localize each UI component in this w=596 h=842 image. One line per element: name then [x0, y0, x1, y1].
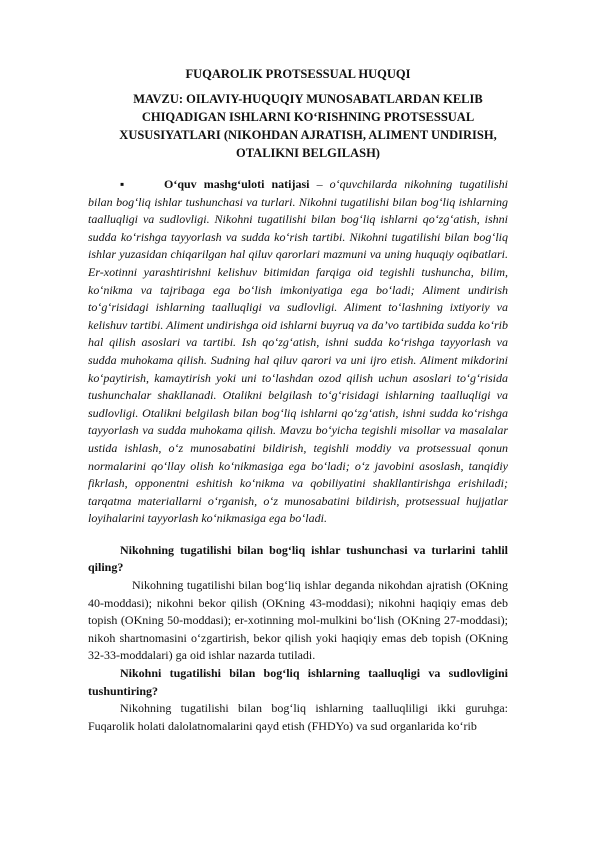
section-heading-2: Nikohni tugatilishi bilan bog‘liq ishlarning taalluqligi va sudlovligini tushuntiring? — [88, 666, 508, 698]
topic-heading: MAVZU: OILAVIY-HUQUQIY MUNOSABATLARDAN KELIB CHIQADIGAN ISHLARNI KO‘RISHNING PROTSESSUAL XUSUSIYATLARI (NIKOHDAN AJRATISH, ALIMENT UNDIRISH, OTALIKNI BELGILASH) — [119, 92, 497, 160]
section-heading-1: Nikohning tugatilishi bilan bog‘liq ishlar tushunchasi va turlarini tahlil qiling? — [88, 542, 508, 575]
spacer — [88, 528, 508, 542]
document-body — [88, 176, 508, 735]
objectives-text: – o‘quvchilarda nikohning tugatilishi bilan bog‘liq ishlar tushunchasi va turlari. Nikohni tugatilishi bilan bog‘liq ishlarning taalluqligi va sudlovligi. Nikohni tugatilishi bilan bog‘liq ishlarni qo‘zg‘atish, ishni sudda ko‘rishga tayyorlash va sudda ko‘rish tartibi. Nikohni tugatilishi bilan bog‘liq ishlar yuzasidan chiqarilgan hal qiluv qarorlari mazmuni va uning huquqiy oqibatlari. Er-xotinni yarashtirishni kelishuv bitimidan farqiga oid tegishli tushuncha, bilim, ko‘nikma va tajribaga ega bo‘lish imkoniyatiga ega bo‘ladi; Aliment undirish to‘g‘risidagi ishlarning taalluqligi va sudlovligi. Aliment to‘lashning ixtiyoriy va kelishuv tartibi. Aliment undirishga oid ishlarni buyruq va da’vo tartibida sudda ko‘rib hal qilish asoslari va tartibi. Ish qo‘zg‘atish, ishni sudda ko‘rishga tayyorlash va sudda muhokama qilish. Sudning hal qiluv qarori va uni ijro etish. Aliment mikdorini ko‘paytirish, kamaytirish yoki uni to‘lashdan ozod qilish uchun asoslari to‘g‘risida tushunchalar shakllanadi. Otalikni belgilash to‘g‘risidagi ishlarning taalluqligi va sudlovligi. Otalikni belgilash bilan bog‘liq ishlarni qo‘zg‘atish, ishni sudda ko‘rishga tayyorlash va sudda muhokama qilish. Mavzu bo‘yicha tegishli misollar va masalalar ustida ishlash, o‘z munosabatini bildirish, tegishli moddiy va protsessual qonun normalarini qo‘llay olish ko‘nikmasiga ega bo‘ladi; o‘z javobini asoslash, tanqidiy fikrlash, opponentni eshitish ko‘nikma va qobiliyatini shakllantirishga erishiladi; tarqatma materiallarni o‘rganish, o‘z munosabatini bildirish, protsessual hujjatlar loyihalarini tayyorlash ko‘nikmasiga ega bo‘ladi. — [88, 177, 508, 526]
bullet-icon: ▪ — [120, 177, 125, 191]
document-title: FUQAROLIK PROTSESSUAL HUQUQI — [185, 67, 411, 81]
section-paragraph-2: Nikohning tugatilishi bilan bog‘liq ishlarning taalluqliligi ikki guruhga: Fuqarolik holati dalolatnomalarini qayd etish (FHDYo) va sud organlarida ko‘rib — [88, 701, 508, 733]
section-paragraph-1: Nikohning tugatilishi bilan bog‘liq ishlar deganda nikohdan ajratish (OKning 40-moddasi); nikohni bekor qilish (OKning 43-moddasi); nikohni haqiqiy emas deb topish (OKning 50-moddasi); er-xotinning mol-mulkini bo‘lish (OKning 27-moddasi); nikoh shartnomasini o‘zgartirish, bekor qilish yoki haqiqiy emas deb topish (OKning 32-33-moddalari) ga oid ishlar nazarda tutiladi. — [88, 578, 508, 663]
objectives-paragraph — [88, 176, 508, 528]
objectives-label: O‘quv mashg‘uloti natijasi — [164, 177, 310, 191]
